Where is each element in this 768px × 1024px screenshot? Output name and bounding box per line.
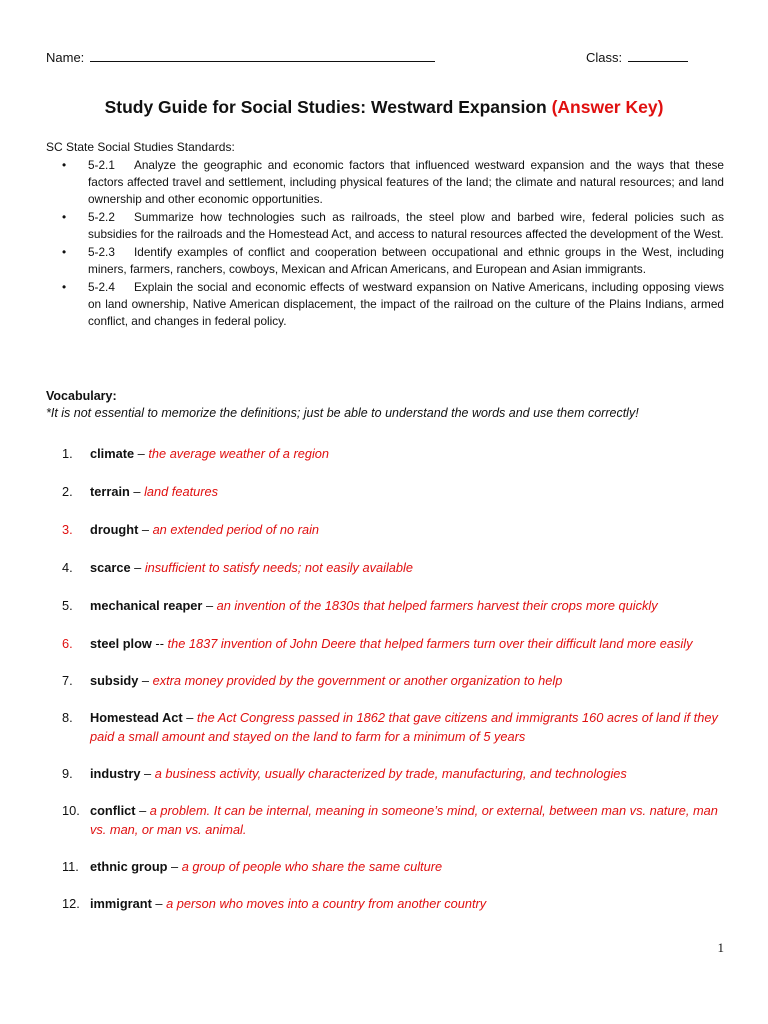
class-label: Class: xyxy=(586,50,623,65)
header-line xyxy=(46,48,688,68)
standard-text: Summarize how technologies such as railroads, the steel plow and barbed wire, federal policies such as subsidies for the railroads and the Homestead Act, and access to natural resources affected the development of the West. xyxy=(88,210,724,241)
vocab-term: subsidy xyxy=(90,673,139,688)
vocab-number: 6. xyxy=(62,636,73,651)
vocab-definition: a person who moves into a country from another country xyxy=(166,896,487,911)
standard-text: Identify examples of conflict and cooperation between occupational and ethnic groups in the West, including miners, farmers, ranchers, cowboys, Mexican and African Americans, and European and Asian immigrants. xyxy=(88,245,724,276)
vocab-term: drought xyxy=(90,522,139,537)
vocab-term: conflict xyxy=(90,803,136,818)
vocab-number: 5. xyxy=(62,598,73,613)
standard-code: 5-2.2 xyxy=(88,210,115,224)
vocab-separator: – xyxy=(138,522,153,537)
answer-key-label: (Answer Key) xyxy=(551,97,664,117)
vocab-item xyxy=(62,634,722,653)
standard-code: 5-2.4 xyxy=(88,280,115,294)
standard-code: 5-2.3 xyxy=(88,245,115,259)
vocab-separator: – xyxy=(134,446,149,461)
page-number: 1 xyxy=(717,940,724,955)
vocab-term: mechanical reaper xyxy=(90,598,203,613)
vocab-definition: extra money provided by the government or another organization to help xyxy=(152,673,563,688)
vocab-definition: a group of people who share the same culture xyxy=(181,859,443,874)
vocabulary-note: *It is not essential to memorize the definitions; just be able to understand the words and use them correctly! xyxy=(46,406,639,420)
vocab-number: 10. xyxy=(62,803,80,818)
vocab-item xyxy=(62,520,722,539)
vocab-item xyxy=(62,482,722,501)
vocab-item xyxy=(62,764,722,783)
bullet-icon: • xyxy=(62,280,67,294)
vocab-number: 8. xyxy=(62,710,73,725)
vocab-term: climate xyxy=(90,446,135,461)
vocab-number: 2. xyxy=(62,484,73,499)
vocab-separator: – xyxy=(135,803,150,818)
vocab-separator: – xyxy=(167,859,182,874)
vocab-separator: – xyxy=(138,673,153,688)
standard-text: Analyze the geographic and economic factors that influenced westward expansion and the ways that these factors affected travel and settlement, including physical features of the land; the climate and natural resources; and land ownership and other economic opportunities. xyxy=(88,158,724,206)
vocab-separator: – xyxy=(182,710,197,725)
vocab-separator: – xyxy=(140,766,155,781)
bullet-icon: • xyxy=(62,245,67,259)
vocab-number: 9. xyxy=(62,766,73,781)
bullet-icon: • xyxy=(62,158,67,172)
standard-code: 5-2.1 xyxy=(88,158,115,172)
vocab-term: Homestead Act xyxy=(90,710,183,725)
name-blank-line xyxy=(90,48,435,62)
name-field xyxy=(46,48,435,65)
vocab-definition: insufficient to satisfy needs; not easily available xyxy=(144,560,413,575)
vocab-number: 3. xyxy=(62,522,73,537)
vocab-number: 7. xyxy=(62,673,73,688)
vocab-number: 1. xyxy=(62,446,73,461)
vocab-term: industry xyxy=(90,766,141,781)
vocab-definition: the Act Congress passed in 1862 that gave citizens and immigrants 160 acres of land if they paid a small amount and stayed on the land to farm for a minimum of 5 years xyxy=(90,710,718,744)
vocab-item xyxy=(62,596,722,615)
vocab-separator: – xyxy=(202,598,217,613)
vocab-term: ethnic group xyxy=(90,859,168,874)
vocab-definition: land features xyxy=(144,484,219,499)
class-blank-line xyxy=(628,48,688,62)
vocab-number: 4. xyxy=(62,560,73,575)
vocab-item xyxy=(62,894,722,913)
vocab-number: 11. xyxy=(62,859,79,874)
vocab-term: terrain xyxy=(90,484,130,499)
vocab-separator: – xyxy=(130,560,145,575)
vocab-item xyxy=(62,708,722,746)
vocab-item xyxy=(62,801,722,839)
vocab-term: immigrant xyxy=(90,896,152,911)
vocab-definition: the 1837 invention of John Deere that helped farmers turn over their difficult land more easily xyxy=(167,636,693,651)
vocabulary-heading: Vocabulary: xyxy=(46,389,117,403)
vocab-definition: a problem. It can be internal, meaning in someone’s mind, or external, between man vs. nature, man vs. man, or man vs. animal. xyxy=(90,803,718,837)
vocab-item xyxy=(62,857,722,876)
vocab-definition: an invention of the 1830s that helped farmers harvest their crops more quickly xyxy=(216,598,658,613)
title-main: Study Guide for Social Studies: Westward Expansion xyxy=(104,97,547,117)
vocab-definition: an extended period of no rain xyxy=(152,522,320,537)
page-title xyxy=(0,97,768,118)
vocab-definition: the average weather of a region xyxy=(148,446,330,461)
vocab-term: steel plow xyxy=(90,636,152,651)
standard-item xyxy=(62,244,724,278)
class-field xyxy=(586,48,688,65)
vocab-separator: – xyxy=(151,896,167,911)
vocab-item xyxy=(62,444,722,463)
vocab-definition: a business activity, usually characterized by trade, manufacturing, and technologies xyxy=(154,766,627,781)
vocab-item xyxy=(62,558,722,577)
vocab-separator: -- xyxy=(151,636,168,651)
standard-item xyxy=(62,157,724,208)
bullet-icon: • xyxy=(62,210,67,224)
standards-heading: SC State Social Studies Standards: xyxy=(46,140,235,154)
standards-list xyxy=(62,157,724,331)
vocab-number: 12. xyxy=(62,896,80,911)
vocab-separator: – xyxy=(129,484,145,499)
standard-item xyxy=(62,279,724,330)
standard-text: Explain the social and economic effects of westward expansion on Native Americans, including opposing views on land ownership, Native American displacement, the impact of the railroad on the culture of the Plains Indians, armed conflict, and changes in federal policy. xyxy=(88,280,724,328)
standard-item xyxy=(62,209,724,243)
vocabulary-list xyxy=(62,444,722,913)
vocab-term: scarce xyxy=(90,560,131,575)
name-label: Name: xyxy=(46,50,85,65)
vocab-item xyxy=(62,671,722,690)
